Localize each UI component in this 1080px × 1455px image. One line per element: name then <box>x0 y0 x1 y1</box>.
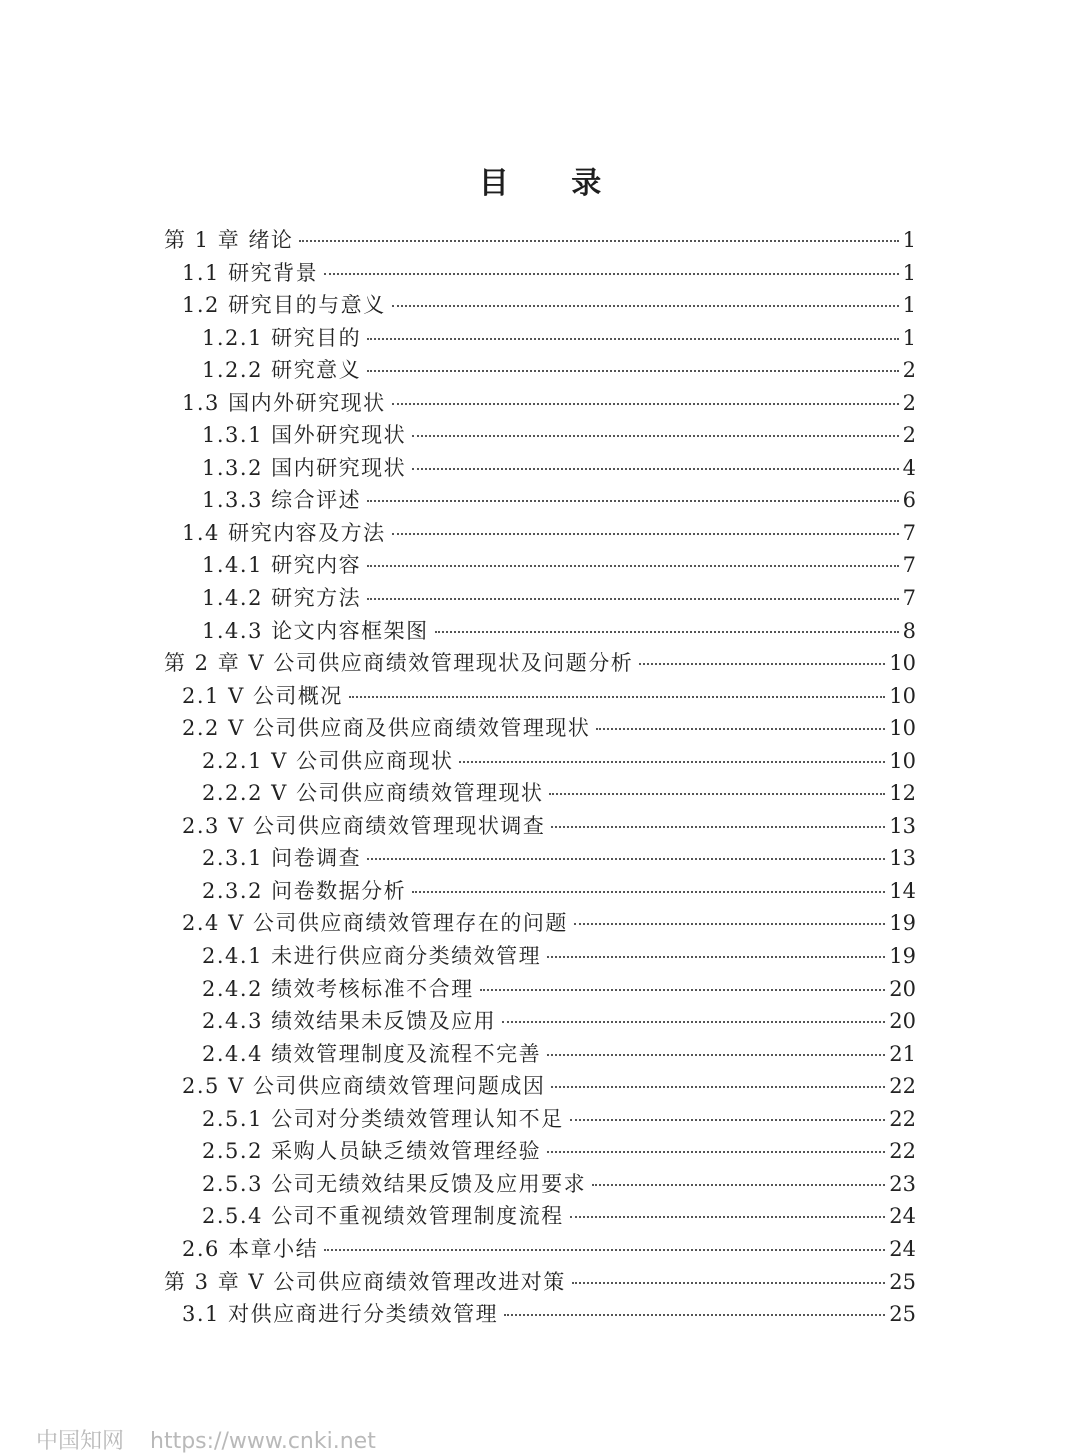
toc-entry-title: 1.4.2 研究方法 <box>202 586 362 611</box>
toc-entry-title: 2.5.3 公司无绩效结果反馈及应用要求 <box>202 1171 587 1196</box>
toc-entry-page-number: 21 <box>889 1041 916 1066</box>
dot-leader <box>392 305 899 307</box>
toc-entry-title: 1.4.1 研究内容 <box>202 553 362 578</box>
toc-entry-page-number: 22 <box>889 1139 916 1164</box>
toc-entry[interactable] <box>164 777 916 810</box>
toc-entry[interactable] <box>164 680 916 713</box>
footer-url: https://www.cnki.net <box>150 1429 376 1454</box>
dot-leader <box>570 1119 886 1121</box>
toc-entry-title: 1.4 研究内容及方法 <box>182 520 386 545</box>
toc-entry-page-number: 8 <box>902 618 916 643</box>
dot-leader <box>349 696 885 698</box>
toc-entry-title: 2.4 V 公司供应商绩效管理存在的问题 <box>182 911 568 936</box>
toc-entry[interactable] <box>164 517 916 550</box>
toc-entry-title: 2.2.2 V 公司供应商绩效管理现状 <box>202 781 544 806</box>
toc-entry[interactable] <box>164 1266 916 1299</box>
dot-leader <box>502 1021 885 1023</box>
toc-entry[interactable] <box>164 712 916 745</box>
toc-entry-page-number: 22 <box>889 1074 916 1099</box>
toc-entry-title: 2.4.3 绩效结果未反馈及应用 <box>202 1009 497 1034</box>
toc-entry-title: 1.3.2 国内研究现状 <box>202 455 407 480</box>
toc-entry-title: 2.4.4 绩效管理制度及流程不完善 <box>202 1041 542 1066</box>
dot-leader <box>367 370 899 372</box>
toc-entry-title: 1.1 研究背景 <box>182 260 319 285</box>
toc-entry-page-number: 25 <box>889 1269 916 1294</box>
dot-leader <box>570 1216 886 1218</box>
toc-entry-page-number: 13 <box>889 846 916 871</box>
toc-entry-page-number: 14 <box>889 878 916 903</box>
toc-entry-title: 第 2 章 V 公司供应商绩效管理现状及问题分析 <box>164 651 634 676</box>
toc-entry[interactable] <box>164 582 916 615</box>
toc-entry-title: 1.3.1 国外研究现状 <box>202 423 407 448</box>
table-of-contents <box>164 224 916 1331</box>
dot-leader <box>367 598 899 600</box>
toc-entry-title: 2.4.1 未进行供应商分类绩效管理 <box>202 944 542 969</box>
toc-entry-title: 2.6 本章小结 <box>182 1236 319 1261</box>
toc-entry-title: 2.2.1 V 公司供应商现状 <box>202 748 454 773</box>
dot-leader <box>639 663 885 665</box>
toc-entry-title: 1.4.3 论文内容框架图 <box>202 618 429 643</box>
toc-entry-title: 1.3.3 综合评述 <box>202 488 362 513</box>
toc-entry-page-number: 22 <box>889 1106 916 1131</box>
toc-entry-page-number: 1 <box>902 260 916 285</box>
dot-leader <box>459 761 885 763</box>
toc-entry[interactable] <box>164 647 916 680</box>
dot-leader <box>367 565 899 567</box>
dot-leader <box>504 1314 885 1316</box>
toc-entry-title: 1.2.1 研究目的 <box>202 325 362 350</box>
dot-leader <box>412 468 899 470</box>
toc-entry-title: 第 1 章 绪论 <box>164 228 294 252</box>
dot-leader <box>480 989 886 991</box>
toc-entry-page-number: 24 <box>889 1236 916 1261</box>
dot-leader <box>596 728 885 730</box>
toc-entry-page-number: 23 <box>889 1171 916 1196</box>
toc-entry[interactable] <box>164 1103 916 1136</box>
toc-entry[interactable] <box>164 257 916 290</box>
toc-entry[interactable] <box>164 419 916 452</box>
toc-entry-title: 1.3 国内外研究现状 <box>182 390 386 415</box>
toc-entry[interactable] <box>164 1005 916 1038</box>
dot-leader <box>412 891 885 893</box>
toc-entry[interactable] <box>164 745 916 778</box>
toc-entry[interactable] <box>164 1135 916 1168</box>
dot-leader <box>549 793 885 795</box>
toc-entry-page-number: 1 <box>902 293 916 318</box>
toc-entry-page-number: 1 <box>902 228 916 252</box>
dot-leader <box>367 338 899 340</box>
dot-leader <box>392 533 899 535</box>
dot-leader <box>367 500 899 502</box>
toc-entry[interactable] <box>164 615 916 648</box>
toc-entry-page-number: 7 <box>902 520 916 545</box>
toc-entry[interactable] <box>164 1298 916 1331</box>
toc-entry[interactable] <box>164 1070 916 1103</box>
dot-leader <box>324 273 899 275</box>
toc-entry-page-number: 24 <box>889 1204 916 1229</box>
toc-entry-title: 2.3.1 问卷调查 <box>202 846 362 871</box>
dot-leader <box>547 956 885 958</box>
toc-entry-page-number: 10 <box>889 748 916 773</box>
toc-entry[interactable] <box>164 224 916 257</box>
dot-leader <box>547 1054 885 1056</box>
toc-entry-page-number: 13 <box>889 813 916 838</box>
dot-leader <box>551 826 885 828</box>
toc-entry-page-number: 6 <box>902 488 916 513</box>
toc-entry-title: 2.3.2 问卷数据分析 <box>202 878 407 903</box>
toc-entry[interactable] <box>164 1233 916 1266</box>
toc-entry-page-number: 12 <box>889 781 916 806</box>
toc-entry-page-number: 1 <box>902 325 916 350</box>
toc-entry[interactable] <box>164 1038 916 1071</box>
toc-entry-title: 2.2 V 公司供应商及供应商绩效管理现状 <box>182 716 591 741</box>
page-title: 目 录 <box>478 166 628 202</box>
toc-entry[interactable] <box>164 387 916 420</box>
toc-entry-title: 2.5 V 公司供应商绩效管理问题成因 <box>182 1074 546 1099</box>
toc-entry-title: 3.1 对供应商进行分类绩效管理 <box>182 1302 499 1327</box>
dot-leader <box>412 435 899 437</box>
dot-leader <box>299 240 898 242</box>
toc-entry-page-number: 7 <box>902 586 916 611</box>
toc-entry[interactable] <box>164 907 916 940</box>
toc-entry-title: 2.5.1 公司对分类绩效管理认知不足 <box>202 1106 564 1131</box>
footer-site-name: 中国知网 <box>36 1429 125 1454</box>
toc-entry-page-number: 25 <box>889 1302 916 1327</box>
toc-entry[interactable] <box>164 452 916 485</box>
toc-entry[interactable] <box>164 875 916 908</box>
dot-leader <box>392 403 899 405</box>
toc-entry[interactable] <box>164 1168 916 1201</box>
toc-entry[interactable] <box>164 842 916 875</box>
toc-entry-page-number: 2 <box>902 423 916 448</box>
dot-leader <box>324 1249 885 1251</box>
toc-entry-page-number: 2 <box>902 358 916 383</box>
toc-entry-page-number: 20 <box>889 976 916 1001</box>
toc-entry-page-number: 10 <box>889 651 916 676</box>
toc-entry-page-number: 20 <box>889 1009 916 1034</box>
toc-entry-title: 2.5.4 公司不重视绩效管理制度流程 <box>202 1204 564 1229</box>
toc-entry[interactable] <box>164 940 916 973</box>
dot-leader <box>574 923 885 925</box>
dot-leader <box>551 1086 885 1088</box>
toc-entry-title: 1.2 研究目的与意义 <box>182 293 386 318</box>
toc-entry[interactable] <box>164 322 916 355</box>
toc-entry-title: 2.4.2 绩效考核标准不合理 <box>202 976 474 1001</box>
toc-entry-title: 第 3 章 V 公司供应商绩效管理改进对策 <box>164 1269 566 1294</box>
toc-entry[interactable] <box>164 810 916 843</box>
dot-leader <box>572 1282 886 1284</box>
toc-entry-page-number: 19 <box>889 911 916 936</box>
toc-entry-title: 2.1 V 公司概况 <box>182 683 343 708</box>
toc-entry-page-number: 7 <box>902 553 916 578</box>
toc-entry[interactable] <box>164 1200 916 1233</box>
toc-entry-page-number: 10 <box>889 683 916 708</box>
toc-entry-page-number: 19 <box>889 944 916 969</box>
dot-leader <box>367 858 885 860</box>
toc-entry-page-number: 4 <box>902 455 916 480</box>
toc-entry-title: 2.3 V 公司供应商绩效管理现状调查 <box>182 813 546 838</box>
dot-leader <box>435 631 899 633</box>
toc-entry[interactable] <box>164 973 916 1006</box>
toc-entry-title: 2.5.2 采购人员缺乏绩效管理经验 <box>202 1139 542 1164</box>
toc-entry[interactable] <box>164 484 916 517</box>
toc-entry[interactable] <box>164 289 916 322</box>
dot-leader <box>547 1151 885 1153</box>
toc-entry[interactable] <box>164 354 916 387</box>
toc-entry[interactable] <box>164 549 916 582</box>
toc-entry-page-number: 10 <box>889 716 916 741</box>
toc-entry-title: 1.2.2 研究意义 <box>202 358 362 383</box>
toc-entry-page-number: 2 <box>902 390 916 415</box>
dot-leader <box>592 1184 885 1186</box>
